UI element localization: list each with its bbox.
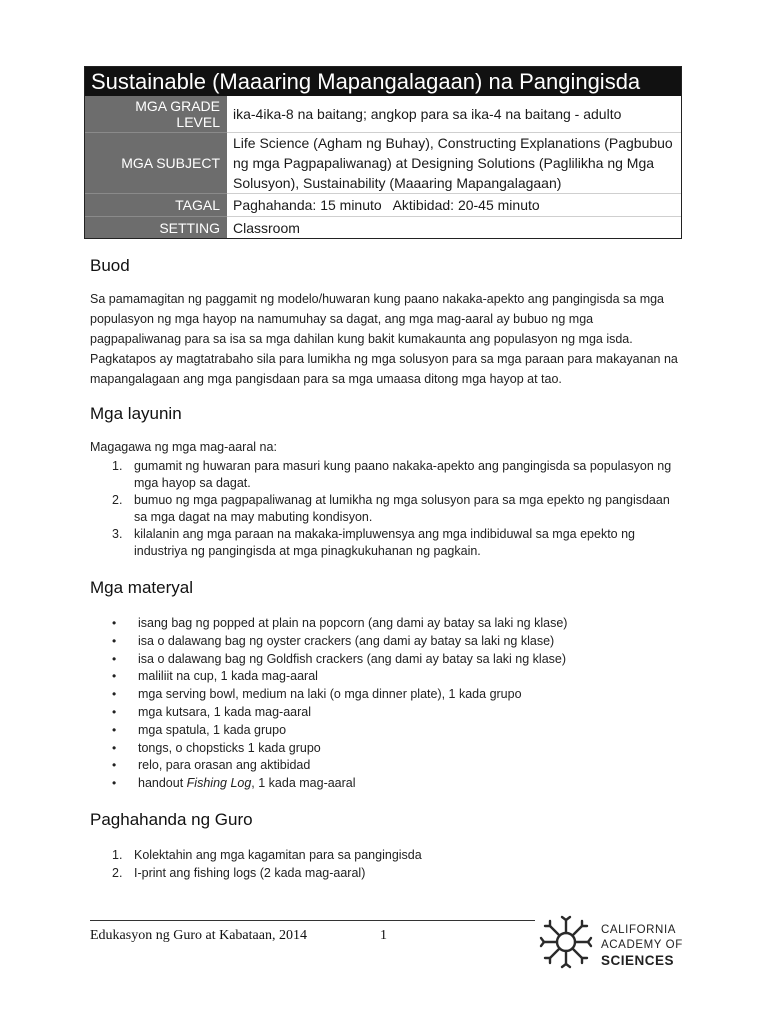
- grade-level-label: [85, 96, 227, 132]
- materyal-list: [110, 615, 680, 793]
- duration-value: Paghahanda: 15 minuto Aktibidad: 20-45 minuto: [227, 193, 681, 216]
- list-item: [90, 865, 680, 882]
- list-item: • isang bag ng popped at plain na popcorn (ang dami ay batay sa laki ng klase): [110, 615, 680, 633]
- paghahanda-list: [90, 847, 680, 882]
- subject-label: MGA SUBJECT: [85, 132, 227, 193]
- layunin-heading: Mga layunin: [90, 404, 182, 423]
- list-item: [110, 775, 680, 793]
- layunin-intro: Magagawa ng mga mag-aaral na:: [90, 440, 277, 454]
- list-text: Kolektahin ang mga kagamitan para sa pangingisda: [134, 848, 422, 862]
- setting-label: SETTING: [85, 216, 227, 238]
- logo-line-3: SCIENCES: [601, 953, 675, 968]
- footer-credit: Edukasyon ng Guro at Kabataan, 2014: [90, 928, 307, 943]
- list-text: kilalanin ang mga paraan na makaka-impluwensya ang mga indibiduwal sa mga epekto ng industriya ng pangingisda at mga pinagkukuhanan ng pagkain.: [134, 527, 635, 558]
- grade-level-label-line1: MGA GRADE: [135, 98, 220, 114]
- list-item: • mga kutsara, 1 kada mag-aaral: [110, 704, 680, 722]
- handout-suffix: , 1 kada mag-aaral: [251, 776, 356, 791]
- list-number: 3.: [112, 527, 123, 541]
- subject-row: [85, 132, 681, 193]
- list-item: [90, 492, 680, 525]
- list-item: • isa o dalawang bag ng Goldfish crackers (ang dami ay batay sa laki ng klase): [110, 651, 680, 669]
- list-text: bumuo ng mga pagpapaliwanag at lumikha ng mga solusyon para sa mga epekto ng pangisdaan sa mga dagat na may mabuting kondisyon.: [134, 493, 670, 524]
- academy-logo-icon: [538, 914, 594, 970]
- list-number: 2.: [112, 493, 123, 507]
- layunin-list: [90, 458, 680, 560]
- lesson-info-table: [84, 66, 682, 239]
- list-text: I-print ang fishing logs (2 kada mag-aaral): [134, 865, 366, 880]
- list-item: • isa o dalawang bag ng oyster crackers (ang dami ay batay sa laki ng klase): [110, 633, 680, 651]
- list-number: 1.: [112, 848, 123, 862]
- handout-title: Fishing Log: [186, 776, 252, 791]
- list-item: [90, 526, 680, 559]
- list-item: • tongs, o chopsticks 1 kada grupo: [110, 740, 680, 758]
- list-item: [90, 458, 680, 491]
- setting-row: [85, 216, 681, 238]
- list-number: 1.: [112, 459, 123, 473]
- page-number: 1: [380, 928, 387, 943]
- list-text: gumamit ng huwaran para masuri kung paano nakaka-apekto ang pangingisda sa populasyon ng mga hayop sa dagat.: [134, 459, 672, 490]
- buod-text: Sa pamamagitan ng paggamit ng modelo/huwaran kung paano nakaka-apekto ang pangingisda sa mga populasyon ng mga hayop na namumuhay sa dagat, ang mga mag-aaral ay bubuo ng mga pagpapaliwanag para sa isa sa mga dahilan kung bakit kumakaunta ang populasyon ng mga isda. Pagkatapos ay magtatrabaho sila para lumikha ng mga solusyon para sa mga paraan para makayanan na mapangalagaan ang mga pangisdaan para sa mga umaasa ditong mga hayop at tao.: [90, 292, 678, 386]
- handout-prefix: handout: [138, 776, 187, 791]
- setting-value: Classroom: [227, 216, 681, 238]
- footer-divider: [90, 920, 535, 921]
- logo-line-1: CALIFORNIA: [601, 924, 677, 936]
- paghahanda-heading: Paghahanda ng Guro: [90, 810, 253, 829]
- list-item: • mga serving bowl, medium na laki (o mga dinner plate), 1 kada grupo: [110, 686, 680, 704]
- materyal-heading: Mga materyal: [90, 578, 193, 597]
- grade-level-label-line2: LEVEL: [176, 114, 220, 130]
- buod-heading: Buod: [90, 256, 130, 275]
- list-item: • maliliit na cup, 1 kada mag-aaral: [110, 668, 680, 686]
- list-item: [90, 847, 680, 864]
- duration-label: TAGAL: [85, 193, 227, 216]
- grade-level-value: ika-4ika-8 na baitang; angkop para sa ika-4 na baitang - adulto: [233, 106, 622, 122]
- list-item: • relo, para orasan ang aktibidad: [110, 757, 680, 775]
- list-number: 2.: [112, 865, 123, 880]
- subject-value: Life Science (Agham ng Buhay), Constructing Explanations (Pagbubuo ng mga Pagpapaliwanag) at Designing Solutions (Paglilikha ng Mga Solusyon), Sustainability (Maaaring Mapangalagaan): [227, 132, 681, 193]
- list-item: • mga spatula, 1 kada grupo: [110, 722, 680, 740]
- academy-logo-text: [601, 923, 683, 968]
- lesson-title: Sustainable (Maaaring Mapangalagaan) na Pangingisda: [85, 67, 681, 96]
- duration-row: [85, 193, 681, 216]
- grade-level-row: [85, 96, 681, 132]
- logo-line-2: ACADEMY OF: [601, 939, 683, 951]
